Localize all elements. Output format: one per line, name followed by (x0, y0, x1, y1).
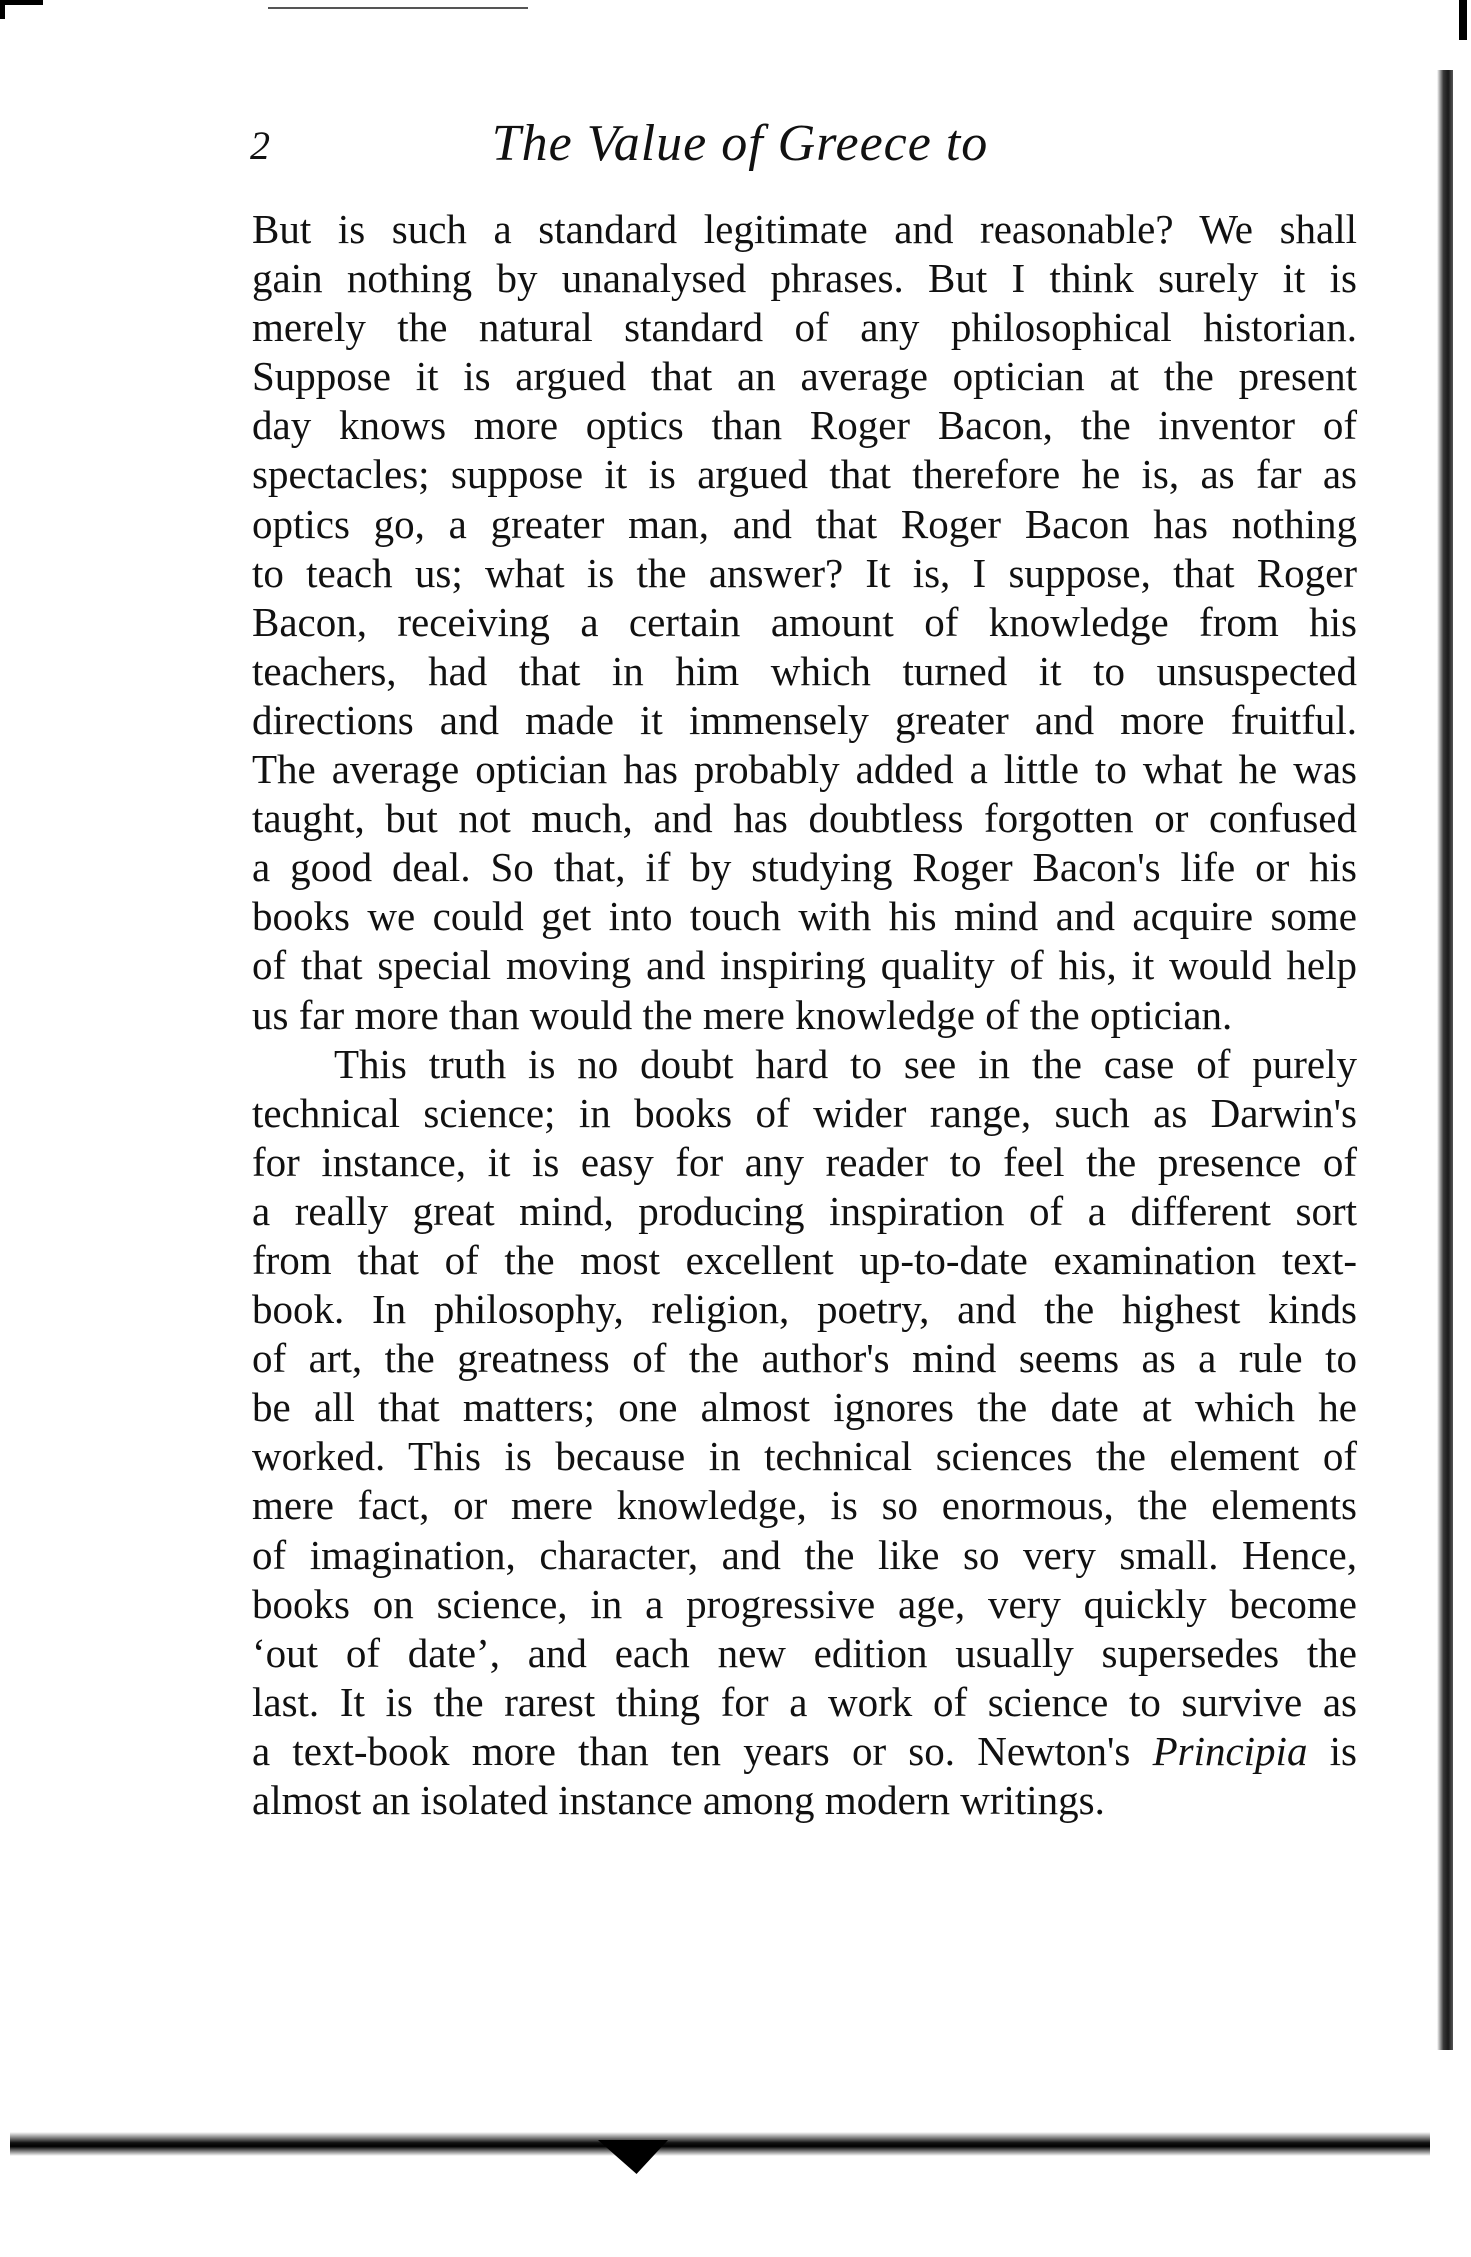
text-line: Bacon, receiving a certain amount of knowledge from his (252, 598, 1357, 645)
text-line: from that of the most excellent up-to-date examination text- (252, 1236, 1357, 1283)
scan-corner-mark (0, 0, 43, 19)
text-line: merely the natural standard of any philosophical historian. (252, 304, 1357, 351)
paragraph-end-line: us far more than would the mere knowledge of the optician. (252, 991, 1233, 1038)
text-line: book. In philosophy, religion, poetry, and the highest kinds (252, 1286, 1357, 1333)
text-line: day knows more optics than Roger Bacon, the inventor of (252, 402, 1357, 449)
text-line: gain nothing by unanalysed phrases. But I think surely it is (252, 255, 1357, 302)
text-line: optics go, a greater man, and that Roger Bacon has nothing (252, 500, 1357, 547)
text-line: worked. This is because in technical sciences the element of (252, 1433, 1357, 1480)
text-line: spectacles; suppose it is argued that therefore he is, as far as (252, 451, 1357, 498)
paragraph-end-line: almost an isolated instance among modern writings. (252, 1777, 1105, 1823)
text-fragment: a text-book more than ten years or so. Newton's (252, 1727, 1131, 1774)
text-fragment: is (1329, 1727, 1358, 1774)
text-line: books we could get into touch with his mind and acquire some (252, 893, 1357, 940)
text-line: last. It is the rarest thing for a work of science to survive as (252, 1678, 1357, 1725)
book-title-principia: Principia (1152, 1727, 1308, 1774)
text-line: of that special moving and inspiring quality of his, it would help (252, 942, 1357, 989)
scan-right-edge (1437, 70, 1453, 2050)
text-line: taught, but not much, and has doubtless forgotten or confused (252, 795, 1357, 842)
text-line: books on science, in a progressive age, very quickly become (252, 1580, 1357, 1627)
text-line: a really great mind, producing inspiration of a different sort (252, 1187, 1357, 1234)
running-head: The Value of Greece to (491, 115, 989, 172)
text-line: mere fact, or mere knowledge, is so enormous, the elements (252, 1482, 1357, 1529)
page-number: 2 (250, 123, 270, 168)
text-line: Suppose it is argued that an average optician at the present (252, 353, 1357, 400)
scan-bottom-notch (598, 2140, 668, 2174)
text-line: The average optician has probably added a little to what he was (252, 746, 1357, 793)
text-line: But is such a standard legitimate and reasonable? We shall (252, 206, 1357, 252)
paragraph-start-line: This truth is no doubt hard to see in the case of purely (334, 1040, 1357, 1087)
text-line: teachers, had that in him which turned it to unsuspected (252, 647, 1357, 694)
text-line: directions and made it immensely greater and more fruitful. (252, 696, 1357, 743)
scan-top-rule (268, 7, 528, 9)
scan-bottom-edge (10, 2132, 1430, 2156)
text-line: technical science; in books of wider range, such as Darwin's (252, 1089, 1357, 1136)
text-line: a good deal. So that, if by studying Roger Bacon's life or his (252, 844, 1357, 891)
text-line: be all that matters; one almost ignores the date at which he (252, 1384, 1357, 1431)
text-line: of art, the greatness of the author's mind seems as a rule to (252, 1335, 1357, 1382)
text-line-with-title (252, 1727, 1357, 1776)
body-text (252, 205, 1357, 1825)
text-line: of imagination, character, and the like so very small. Hence, (252, 1531, 1357, 1578)
scan-corner-mark-right (1459, 0, 1467, 40)
text-line: for instance, it is easy for any reader to feel the presence of (252, 1138, 1357, 1185)
text-line: ‘out of date’, and each new edition usually supersedes the (252, 1629, 1357, 1676)
text-line: to teach us; what is the answer? It is, I suppose, that Roger (252, 549, 1357, 596)
